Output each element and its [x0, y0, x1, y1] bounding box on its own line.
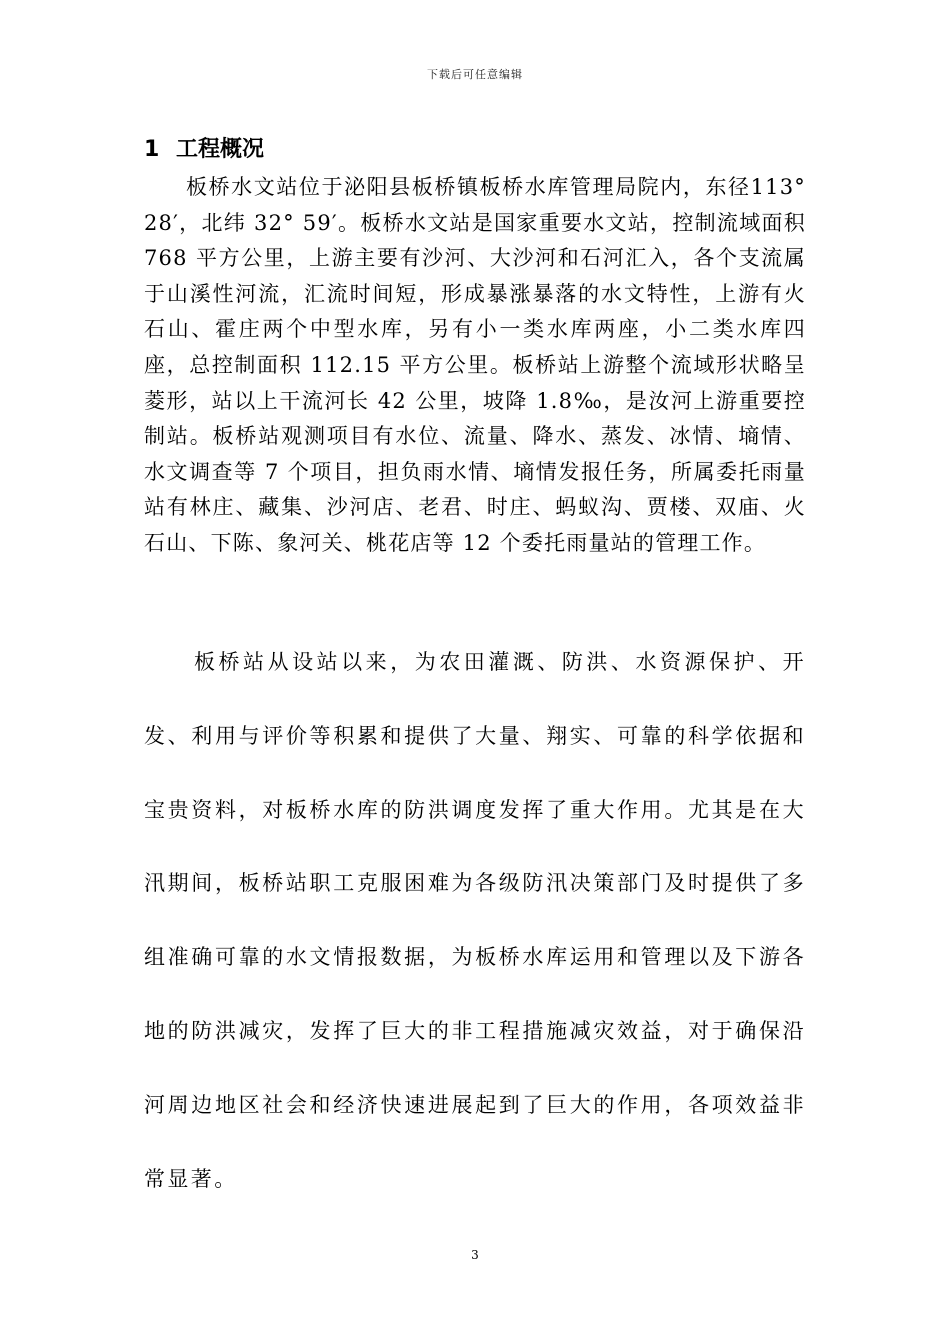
section-title: 工程概况	[176, 137, 265, 162]
section-heading	[144, 134, 264, 166]
body-paragraph-1: 板桥水文站位于泌阳县板桥镇板桥水库管理局院内，东径113° 28′，北纬 32° 59′。板桥水文站是国家重要水文站，控制流域面积 768 平方公里，上游主要有沙河、大沙河和石河汇入，各个支流属于山溪性河流，汇流时间短，形成暴涨暴落的水文特性，上游有火石山、霍庄两个中型水库，另有小一类水库两座，小二类水库四座，总控制面积 112.15 平方公里。板桥站上游整个流域形状略呈菱形，站以上干流河长 42 公里，坡降 1.8‰，是汝河上游重要控制站。板桥站观测项目有水位、流量、降水、蒸发、冰情、墒情、水文调查等 7 个项目，担负雨水情、墒情发报任务，所属委托雨量站有林庄、藏集、沙河店、老君、时庄、蚂蚁沟、贾楼、双庙、火石山、下陈、象河关、桃花店等 12 个委托雨量站的管理工作。	[144, 175, 806, 555]
page-header: 下载后可任意编辑	[427, 68, 523, 81]
body-paragraph-2: 板桥站从设站以来，为农田灌溉、防洪、水资源保护、开发、利用与评价等积累和提供了大量、翔实、可靠的科学依据和宝贵资料，对板桥水库的防洪调度发挥了重大作用。尤其是在大汛期间，板桥站职工克服困难为各级防汛决策部门及时提供了多组准确可靠的水文情报数据，为板桥水库运用和管理以及下游各地的防洪减灾，发挥了巨大的非工程措施减灾效益，对于确保沿河周边地区社会和经济快速进展起到了巨大的作用，各项效益非常显著。	[144, 650, 806, 1191]
page-number: 3	[471, 1248, 479, 1262]
section-number: 1	[144, 137, 160, 162]
